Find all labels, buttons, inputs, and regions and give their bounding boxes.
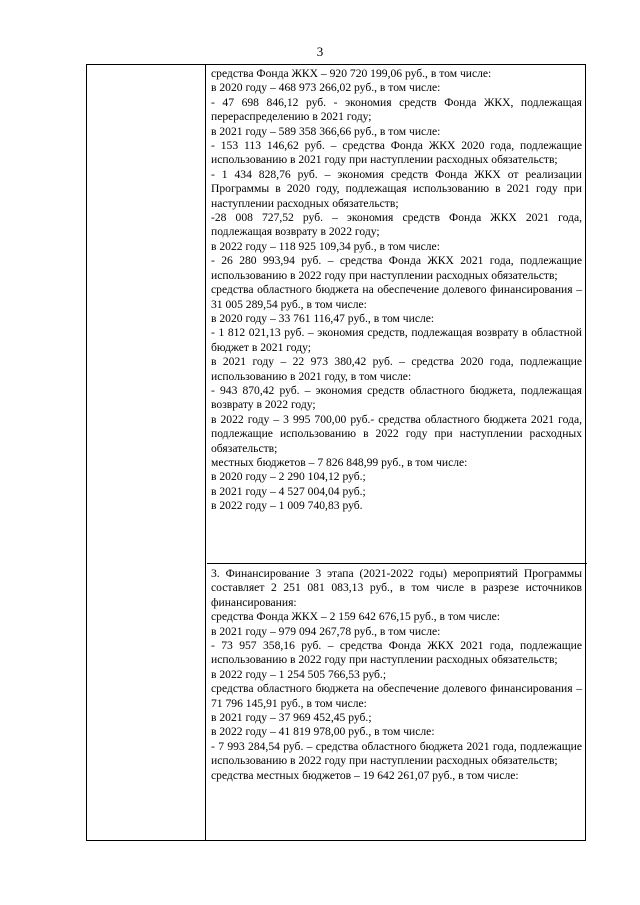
paragraph: местных бюджетов – 7 826 848,99 руб., в том числе:: [211, 455, 468, 469]
paragraph: средства областного бюджета на обеспечение долевого финансирования – 71 796 145,91 руб., в том числе:: [211, 682, 582, 710]
table-cell-row2: [207, 567, 586, 783]
paragraph: 3. Финансирование 3 этапа (2021-2022 годы) мероприятий Программы составляет 2 251 081 083,13 руб., в том числе в разрезе источников финансирования:: [211, 567, 582, 609]
paragraph: в 2022 году – 1 254 505 766,53 руб.;: [211, 667, 387, 681]
paragraph: в 2020 году – 33 761 116,47 руб., в том числе:: [211, 311, 435, 325]
paragraph: в 2021 году – 37 969 452,45 руб.;: [211, 711, 372, 725]
paragraph: в 2020 году – 468 973 266,02 руб., в том числе:: [211, 81, 441, 95]
table-cell-row1: [207, 67, 586, 563]
paragraph: в 2022 году – 1 009 740,83 руб.: [211, 499, 363, 513]
paragraph: в 2021 году – 22 973 380,42 руб. – средства 2020 года, подлежащие использованию в 2021 году, в том числе:: [211, 355, 582, 383]
paragraph: в 2022 году – 41 819 978,00 руб., в том числе:: [211, 725, 435, 739]
paragraph: в 2022 году – 118 925 109,34 руб., в том числе:: [211, 239, 440, 253]
paragraph: в 2021 году – 979 094 267,78 руб., в том числе:: [211, 624, 441, 638]
paragraph: в 2022 году – 3 995 700,00 руб.- средства областного бюджета 2021 года, подлежащие использованию в 2022 году при наступлении расходных обязательств;: [211, 412, 582, 455]
paragraph: - 1 812 021,13 руб. – экономия средств, подлежащая возврату в областной бюджет в 2021 году;: [211, 326, 582, 354]
row-divider: [207, 563, 587, 564]
paragraph: средства Фонда ЖКХ – 920 720 199,06 руб., в том числе:: [211, 67, 492, 80]
paragraph: в 2021 году – 4 527 004,04 руб.;: [211, 484, 366, 498]
paragraph: - 7 993 284,54 руб. – средства областного бюджета 2021 года, подлежащие использованию в 2022 году при наступлении расходных обязательств;: [211, 739, 582, 768]
paragraph: - 47 698 846,12 руб. - экономия средств Фонда ЖКХ, подлежащая перераспределению в 2021 году;: [211, 95, 582, 124]
paragraph: в 2021 году – 589 358 366,66 руб., в том числе:: [211, 124, 441, 138]
paragraph: средства областного бюджета на обеспечение долевого финансирования – 31 005 289,54 руб., в том числе:: [211, 283, 582, 311]
paragraph: - 153 113 146,62 руб. – средства Фонда ЖКХ 2020 года, подлежащие использованию в 2021 году при наступлении расходных обязательств;: [211, 139, 582, 167]
paragraph: -28 008 727,52 руб. – экономия средств Фонда ЖКХ 2021 года, подлежащая возврату в 2022 году;: [211, 211, 582, 239]
funding-table: [86, 64, 586, 841]
paragraph: в 2020 году – 2 290 104,12 руб.;: [211, 470, 366, 484]
paragraph: - 1 434 828,76 руб. – экономия средств Фонда ЖКХ от реализации Программы в 2020 году, подлежащая использованию в 2021 году при наступлении расходных обязательств;: [211, 167, 582, 210]
table-left-column: [87, 65, 206, 840]
paragraph: - 26 280 993,94 руб. – средства Фонда ЖКХ 2021 года, подлежащие использованию в 2022 году при наступлении расходных обязательств;: [211, 254, 582, 282]
paragraph: средства местных бюджетов – 19 642 261,07 руб., в том числе:: [211, 768, 519, 782]
paragraph: средства Фонда ЖКХ – 2 159 642 676,15 руб., в том числе:: [211, 610, 500, 624]
paragraph: - 943 870,42 руб. – экономия средств областного бюджета, подлежащая возврату в 2022 году;: [211, 383, 582, 412]
paragraph: - 73 957 358,16 руб. – средства Фонда ЖКХ 2021 года, подлежащие использованию в 2022 году при наступлении расходных обязательств;: [211, 639, 582, 667]
page-number: 3: [316, 44, 324, 59]
